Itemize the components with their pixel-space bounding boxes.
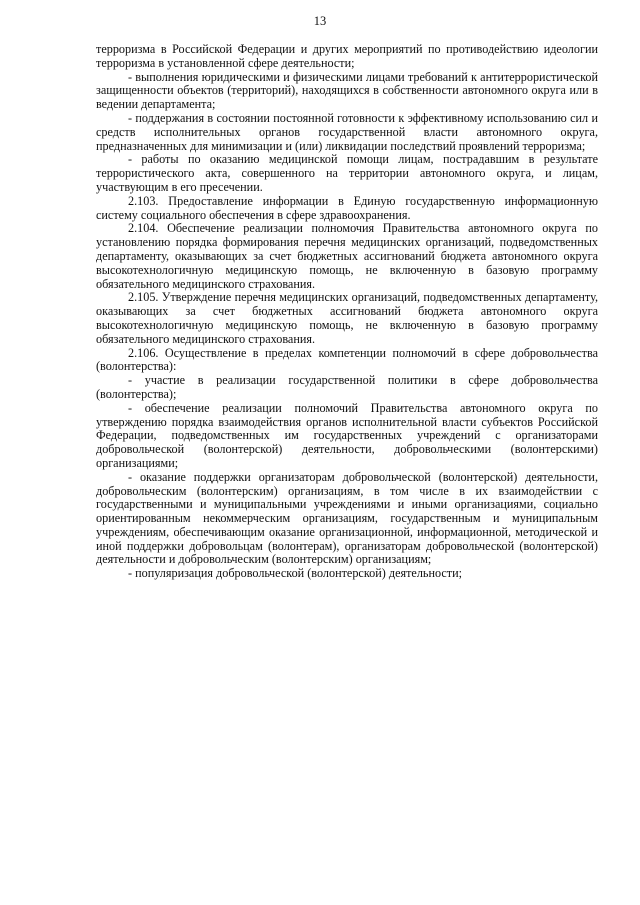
list-item-support: - оказание поддержки организаторам добровольческой (волонтерской) деятельности, добровольческим (волонтерским) организациям, в том числе в их взаимодействии с государственными и муниципальными учреждениями и иными организациями, социально ориентированным некоммерческим организациям, государственным и муниципальным учреждениям, обеспечивающим оказание организационной, информационной, методической и иной поддержки добровольцам (волонтерам), организаторам добровольческой (волонтерской) деятельности и добровольческим (волонтерским) организациям;: [96, 469, 598, 567]
list-item-antiterror-protection: - выполнения юридическими и физическими лицами требований к антитеррористической защищенности объектов (территорий), находящихся в собственности автономного округа или в ведении департамента;: [96, 69, 598, 112]
clause-2-105: 2.105. Утверждение перечня медицинских организаций, подведомственных департаменту, оказывающих за счет бюджетных ассигнований бюджета автономного округа высокотехнологичную медицинскую помощь, не включенную в базовую программу обязательного медицинского страхования.: [96, 290, 598, 346]
clause-2-106: 2.106. Осуществление в пределах компетенции полномочий в сфере добровольчества (волонтерства):: [96, 345, 598, 374]
list-item-popularization: - популяризация добровольческой (волонтерской) деятельности;: [128, 566, 463, 581]
list-item-interaction-order: - обеспечение реализации полномочий Правительства автономного округа по утверждению порядка взаимодействия органов исполнительной власти субъектов Российской Федерации, подведомственных им государственных учреждений с организаторами добровольческой (волонтерской) деятельности, добровольческими (волонтерскими) организациями;: [96, 400, 598, 470]
list-item-volunteer-policy: - участие в реализации государственной политики в сфере добровольчества (волонтерства);: [96, 373, 598, 401]
clause-2-104: 2.104. Обеспечение реализации полномочия Правительства автономного округа по установлению порядка формирования перечня медицинских организаций, подведомственных департаменту, оказывающих за счет бюджетных ассигнований бюджета автономного округа высокотехнологичную медицинскую помощь, не включенную в базовую программу обязательного медицинского страхования.: [96, 221, 598, 291]
clause-2-103: 2.103. Предоставление информации в Единую государственную информационную систему социального обеспечения в сфере здравоохранения.: [96, 193, 598, 222]
list-item-readiness: - поддержания в состоянии постоянной готовности к эффективному использованию сил и средств исполнительных органов государственной власти автономного округа, предназначенных для минимизации и (или) ликвидации последствий проявлений терроризма;: [96, 110, 598, 153]
page-number: 13: [313, 14, 327, 28]
list-item-medical-help: - работы по оказанию медицинской помощи лицам, пострадавшим в результате террористического акта, совершенного на территории автономного округа, и лицам, участвующим в его пресечении.: [96, 152, 598, 194]
document-body: [96, 43, 598, 581]
paragraph-continuation: терроризма в Российской Федерации и других мероприятий по противодействию идеологии терроризма в установленной сфере деятельности;: [96, 42, 598, 70]
